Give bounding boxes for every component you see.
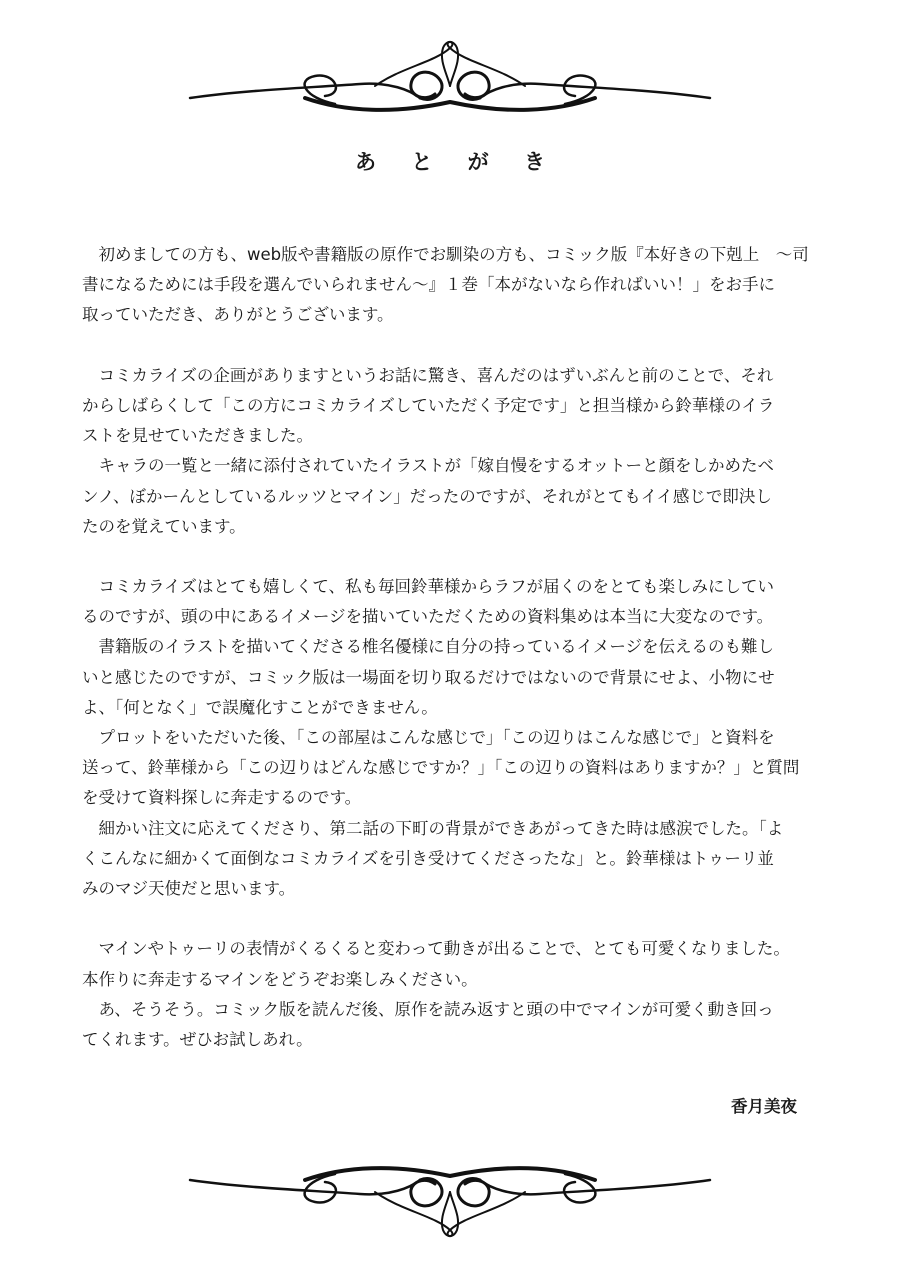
flourish-ornament-bottom [185, 1160, 715, 1240]
text-line: よ、「何となく」で誤魔化すことができません。 [82, 697, 438, 717]
text-line: くこんなに細かくて面倒なコミカライズを引き受けてくださったな」と。鈴華様はトゥーリ並 [82, 848, 774, 868]
text-line: プロットをいただいた後、「この部屋はこんな感じで」「この辺りはこんな感じで」と資料を [82, 728, 775, 747]
text-line: 送って、鈴華様から「この辺りはどんな感じですか？」「この辺りの資料はありますか？」と質問 [82, 758, 800, 778]
text-line: いと感じたのですが、コミック版は一場面を切り取るだけではないので背景にせよ、小物にせ [82, 667, 775, 687]
paragraph-gap [82, 331, 822, 361]
flourish-ornament-top [185, 38, 715, 118]
text-line: ストを見せていただきました。 [82, 426, 313, 446]
text-line: あ、そうそう。コミック版を読んだ後、原作を読み返すと頭の中でマインが可愛く動き回っ [82, 999, 774, 1019]
text-line: たのを覚えています。 [82, 516, 246, 536]
text-line: てくれます。ぜひお試しあれ。 [82, 1029, 313, 1049]
text-line: るのですが、頭の中にあるイメージを描いていただくための資料集めは本当に大変なのです。 [82, 607, 774, 627]
text-line: 書になるためには手段を選んでいられません～』１巻「本がないなら作ればいい！」をお手に [82, 275, 775, 295]
text-line: みのマジ天使だと思います。 [82, 878, 296, 898]
text-line: コミカライズの企画がありますというお話に驚き、喜んだのはずいぶんと前のことで、それ [82, 365, 774, 385]
text-line: からしばらくして「この方にコミカライズしていただく予定です」と担当様から鈴華様のイラ [82, 395, 775, 415]
text-line: 初めましての方も、web版や書籍版の原作でお馴染の方も、コミック版『本好きの下剋上 ～司 [82, 245, 809, 264]
text-line: コミカライズはとても嬉しくて、私も毎回鈴華様からラフが届くのをとても楽しみにしてい [82, 577, 775, 597]
text-line: ンノ、ぼかーんとしているルッツとマイン」だったのですが、それがとてもイイ感じで即決し [82, 486, 772, 506]
text-line: を受けて資料探しに奔走するのです。 [82, 788, 362, 808]
text-line: 本作りに奔走するマインをどうぞお楽しみください。 [82, 969, 478, 989]
text-line: マインやトゥーリの表情がくるくると変わって動きが出ることで、とても可愛くなりました。 [82, 939, 790, 959]
paragraph-gap [82, 542, 822, 572]
text-line: 細かい注文に応えてくださり、第二話の下町の背景ができあがってきた時は感涙でした。「よ [82, 818, 784, 838]
author-signature: 香月美夜 [731, 1097, 797, 1116]
paragraph-gap [82, 904, 822, 934]
text-line: キャラの一覧と一緒に添付されていたイラストが「嫁自慢をするオットーと顔をしかめたベ [82, 456, 775, 476]
text-line: 取っていただき、ありがとうございます。 [82, 305, 394, 325]
page-title: あ と が き [355, 150, 559, 174]
text-line: 書籍版のイラストを描いてくださる椎名優様に自分の持っているイメージを伝えるのも難し [82, 637, 775, 657]
afterword-body [82, 240, 822, 1055]
